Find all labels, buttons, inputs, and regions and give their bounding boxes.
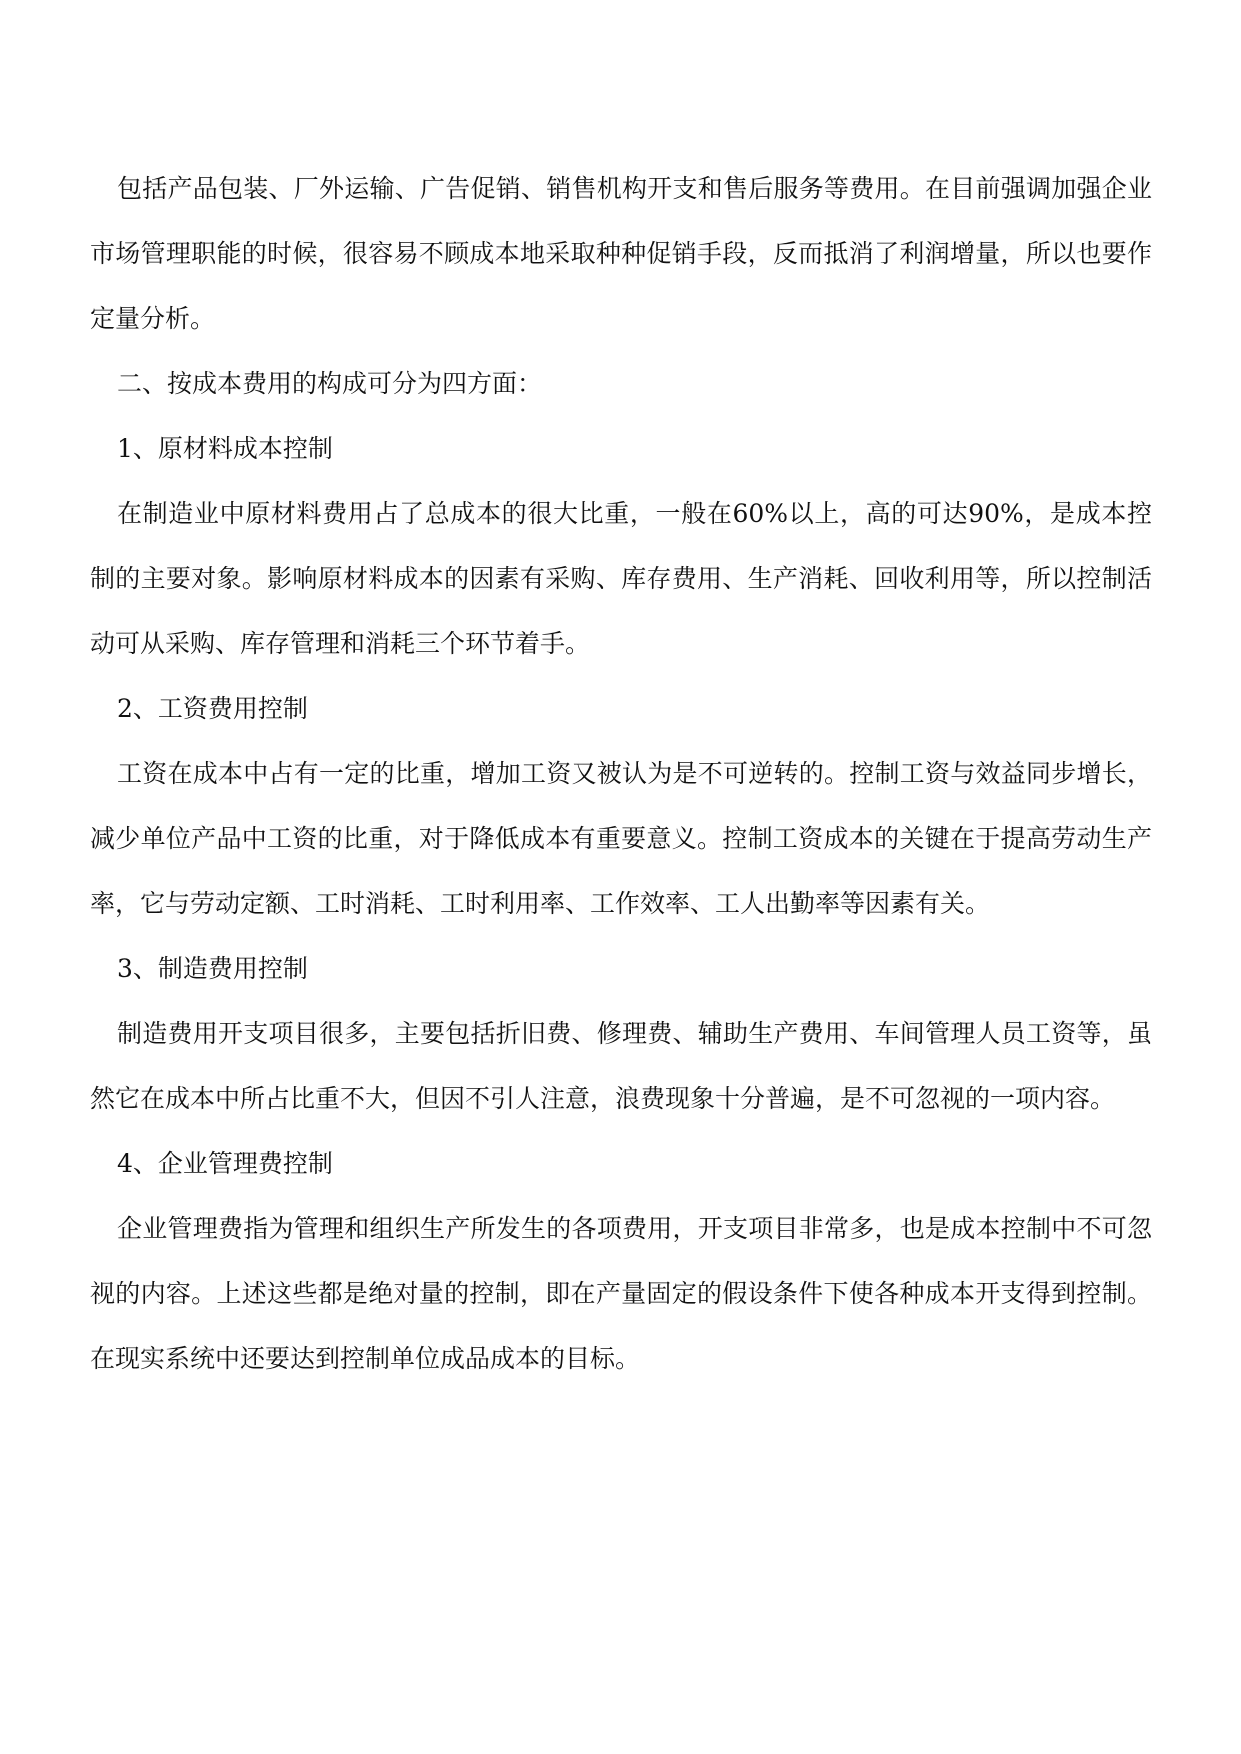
paragraph-sales-expenses: 包括产品包装、厂外运输、广告促销、销售机构开支和售后服务等费用。在目前强调加强企业市场管理职能的时候，很容易不顾成本地采取种种促销手段，反而抵消了利润增量，所以也要作定量分析。 bbox=[90, 174, 1152, 333]
paragraph-raw-material-cost: 在制造业中原材料费用占了总成本的很大比重，一般在60%以上，高的可达90%，是成本控制的主要对象。影响原材料成本的因素有采购、库存费用、生产消耗、回收利用等，所以控制活动可从采购、库存管理和消耗三个环节着手。 bbox=[90, 499, 1152, 658]
subheading-admin-cost: 4、企业管理费控制 bbox=[117, 1149, 333, 1178]
paragraph-admin-cost: 企业管理费指为管理和组织生产所发生的各项费用，开支项目非常多，也是成本控制中不可忽视的内容。上述这些都是绝对量的控制，即在产量固定的假设条件下使各种成本开支得到控制。在现实系统中还要达到控制单位成品成本的目标。 bbox=[90, 1214, 1152, 1373]
paragraph-manufacturing-cost: 制造费用开支项目很多，主要包括折旧费、修理费、辅助生产费用、车间管理人员工资等，虽然它在成本中所占比重不大，但因不引人注意，浪费现象十分普遍，是不可忽视的一项内容。 bbox=[90, 1019, 1152, 1113]
paragraph-wage-cost: 工资在成本中占有一定的比重，增加工资又被认为是不可逆转的。控制工资与效益同步增长，减少单位产品中工资的比重，对于降低成本有重要意义。控制工资成本的关键在于提高劳动生产率，它与劳动定额、工时消耗、工时利用率、工作效率、工人出勤率等因素有关。 bbox=[90, 759, 1152, 918]
subheading-raw-material-cost: 1、原材料成本控制 bbox=[117, 434, 333, 463]
subheading-manufacturing-cost: 3、制造费用控制 bbox=[117, 954, 308, 983]
document-body bbox=[90, 156, 1152, 1391]
section-heading-cost-composition: 二、按成本费用的构成可分为四方面： bbox=[117, 369, 543, 398]
subheading-wage-cost: 2、工资费用控制 bbox=[117, 694, 308, 723]
